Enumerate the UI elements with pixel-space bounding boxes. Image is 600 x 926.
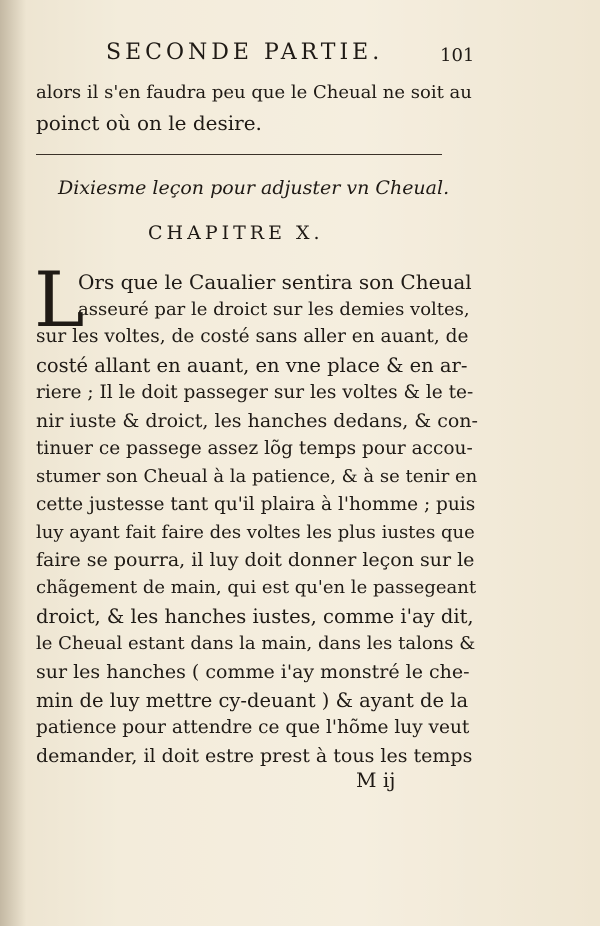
running-header: SECONDE PARTIE. (106, 40, 384, 65)
text-line: alors il s'en faudra peu que le Cheual ne soit au (36, 82, 472, 103)
text-line: luy ayant fait faire des voltes les plus iustes que (36, 522, 475, 543)
text-line: demander, il doit estre prest à tous les temps (36, 745, 473, 767)
text-line: costé allant en auant, en vne place & en ar- (36, 354, 468, 377)
page-gutter-shadow (0, 0, 26, 926)
text-line: tinuer ce passege assez lõg temps pour accou- (36, 438, 473, 459)
section-divider (36, 154, 442, 155)
text-line: nir iuste & droict, les hanches dedans, & con- (36, 410, 478, 432)
text-line: min de luy mettre cy-deuant ) & ayant de la (36, 689, 469, 712)
text-line: patience pour attendre ce que l'hõme luy veut (36, 717, 470, 738)
text-line: sur les hanches ( comme i'ay monstré le che- (36, 661, 470, 683)
drop-cap: L (34, 255, 85, 344)
text-line: poinct où on le desire. (36, 111, 262, 135)
page-number: 101 (440, 45, 475, 66)
catchword: M ij (356, 768, 396, 792)
section-title: Dixiesme leçon pour adjuster vn Cheual. (58, 177, 450, 199)
text-line: droict, & les hanches iustes, comme i'ay dit, (36, 605, 474, 628)
text-line: cette justesse tant qu'il plaira à l'homme ; puis (36, 494, 476, 515)
text-line: faire se pourra, il luy doit donner leçon sur le (36, 549, 475, 571)
text-line: stumer son Cheual à la patience, & à se tenir en (36, 466, 478, 487)
text-line: asseuré par le droict sur les demies voltes, (78, 299, 470, 320)
text-line: riere ; Il le doit passeger sur les voltes & le te- (36, 382, 474, 403)
text-line: le Cheual estant dans la main, dans les talons & (36, 633, 476, 654)
text-line: Ors que le Caualier sentira son Cheual (78, 270, 472, 294)
chapter-heading: CHAPITRE X. (148, 222, 324, 244)
text-line: chãgement de main, qui est qu'en le passegeant (36, 577, 477, 598)
text-line: sur les voltes, de costé sans aller en auant, de (36, 326, 469, 347)
